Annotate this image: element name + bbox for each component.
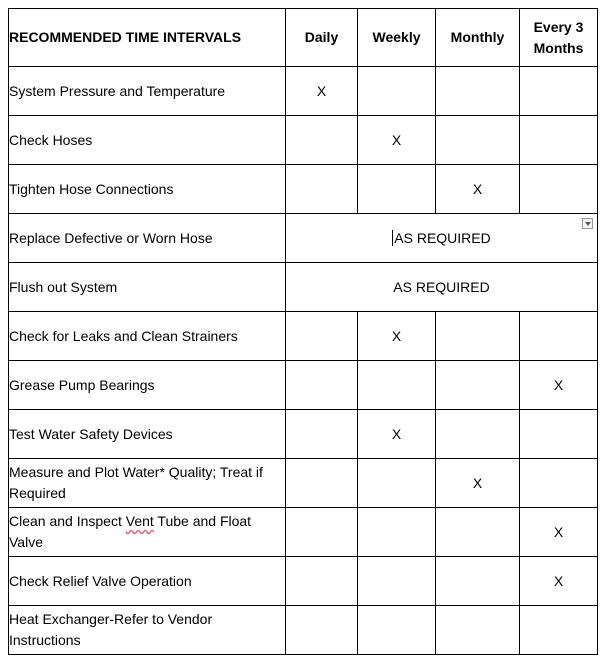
empty-cell[interactable] [520, 312, 598, 361]
empty-cell[interactable] [286, 508, 358, 557]
task-cell: Flush out System [9, 263, 286, 312]
empty-cell[interactable] [358, 459, 436, 508]
empty-cell[interactable] [436, 606, 520, 655]
empty-cell[interactable] [358, 508, 436, 557]
task-cell: Replace Defective or Worn Hose [9, 214, 286, 263]
empty-cell[interactable] [286, 459, 358, 508]
task-cell: System Pressure and Temperature [9, 67, 286, 116]
table-row [9, 165, 598, 214]
table-row [9, 557, 598, 606]
mark-every-3-months: X [520, 361, 598, 410]
task-cell: Test Water Safety Devices [9, 410, 286, 459]
task-cell: Check Relief Valve Operation [9, 557, 286, 606]
table-row [9, 606, 598, 655]
as-required-cell: AS REQUIRED [286, 263, 598, 312]
empty-cell[interactable] [286, 606, 358, 655]
empty-cell[interactable] [286, 165, 358, 214]
mark-daily: X [286, 67, 358, 116]
task-cell: Heat Exchanger-Refer to Vendor Instructions [9, 606, 286, 655]
mark-monthly: X [436, 165, 520, 214]
mark-every-3-months: X [520, 557, 598, 606]
empty-cell[interactable] [358, 165, 436, 214]
as-required-text: AS REQUIRED [394, 229, 491, 246]
header-every-3-months: Every 3 Months [520, 9, 598, 67]
empty-cell[interactable] [520, 67, 598, 116]
header-title: RECOMMENDED TIME INTERVALS [9, 9, 286, 67]
table-row [9, 263, 598, 312]
empty-cell[interactable] [520, 606, 598, 655]
table-row [9, 67, 598, 116]
table-row [9, 508, 598, 557]
empty-cell[interactable] [436, 67, 520, 116]
maintenance-schedule-table [8, 8, 598, 655]
empty-cell[interactable] [286, 557, 358, 606]
task-cell: Grease Pump Bearings [9, 361, 286, 410]
header-daily: Daily [286, 9, 358, 67]
empty-cell[interactable] [520, 410, 598, 459]
task-cell: Check for Leaks and Clean Strainers [9, 312, 286, 361]
task-cell: Check Hoses [9, 116, 286, 165]
table-row [9, 361, 598, 410]
task-cell: Clean and Inspect Vent Tube and Float Valve [9, 508, 286, 557]
table-row [9, 459, 598, 508]
as-required-cell[interactable] [286, 214, 598, 263]
empty-cell[interactable] [436, 557, 520, 606]
spellcheck-word: Vent [125, 513, 154, 529]
header-weekly: Weekly [358, 9, 436, 67]
table-row [9, 116, 598, 165]
empty-cell[interactable] [286, 312, 358, 361]
table-row [9, 312, 598, 361]
mark-weekly: X [358, 312, 436, 361]
empty-cell[interactable] [520, 116, 598, 165]
empty-cell[interactable] [520, 165, 598, 214]
mark-every-3-months: X [520, 508, 598, 557]
empty-cell[interactable] [286, 410, 358, 459]
empty-cell[interactable] [520, 459, 598, 508]
empty-cell[interactable] [286, 361, 358, 410]
header-monthly: Monthly [436, 9, 520, 67]
empty-cell[interactable] [436, 312, 520, 361]
table-row [9, 214, 598, 263]
mark-monthly: X [436, 459, 520, 508]
table-row [9, 410, 598, 459]
empty-cell[interactable] [358, 606, 436, 655]
empty-cell[interactable] [358, 67, 436, 116]
empty-cell[interactable] [358, 361, 436, 410]
empty-cell[interactable] [436, 116, 520, 165]
dropdown-arrow-icon[interactable] [582, 218, 593, 229]
task-cell: Measure and Plot Water* Quality; Treat if Required [9, 459, 286, 508]
empty-cell[interactable] [358, 557, 436, 606]
task-cell: Tighten Hose Connections [9, 165, 286, 214]
empty-cell[interactable] [286, 116, 358, 165]
empty-cell[interactable] [436, 410, 520, 459]
empty-cell[interactable] [436, 508, 520, 557]
mark-weekly: X [358, 410, 436, 459]
header-row [9, 9, 598, 67]
mark-weekly: X [358, 116, 436, 165]
empty-cell[interactable] [436, 361, 520, 410]
